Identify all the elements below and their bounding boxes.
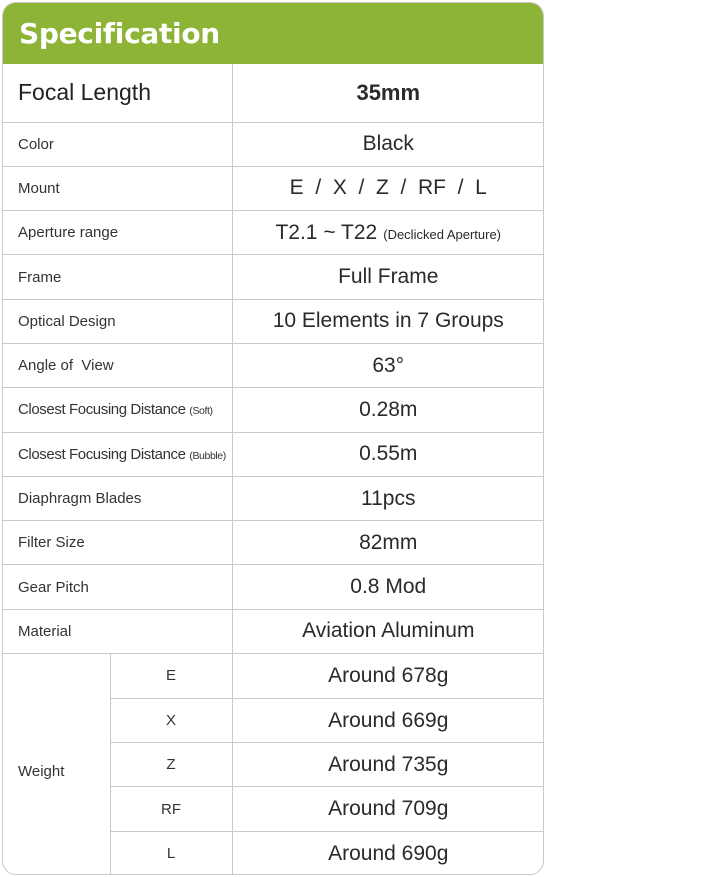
spec-value xyxy=(232,211,544,255)
spec-table xyxy=(3,64,544,875)
spec-value: 11pcs xyxy=(232,476,544,520)
aperture-range-value: T2.1 ~ T22 xyxy=(275,220,378,244)
closest-focus-label: Closest Focusing Distance xyxy=(18,401,186,419)
spec-value: E / X / Z / RF / L xyxy=(232,166,544,210)
spec-value: 35mm xyxy=(356,79,421,105)
spec-value: 0.55m xyxy=(232,432,544,476)
spec-title: Specification xyxy=(19,17,220,50)
weight-mount: E xyxy=(110,654,232,698)
spec-label: Color xyxy=(3,122,232,166)
spec-row-material xyxy=(3,609,544,653)
spec-row-optical-design xyxy=(3,299,544,343)
spec-label: Focal Length xyxy=(3,64,232,122)
spec-row-closest-focus-bubble xyxy=(3,432,544,476)
spec-header xyxy=(3,3,543,64)
spec-label: Frame xyxy=(3,255,232,299)
weight-row xyxy=(3,654,544,698)
spec-row-filter-size xyxy=(3,521,544,565)
spec-row-aperture xyxy=(3,211,544,255)
spec-value: 63° xyxy=(232,343,544,387)
weight-mount: RF xyxy=(110,787,232,831)
spec-value: 10 Elements in 7 Groups xyxy=(232,299,544,343)
weight-value: Around 735g xyxy=(232,743,544,787)
spec-label: Optical Design xyxy=(3,299,232,343)
closest-focus-note: (Bubble) xyxy=(189,449,226,462)
closest-focus-label: Closest Focusing Distance xyxy=(18,445,186,463)
spec-label xyxy=(3,388,232,432)
spec-row-focal-length xyxy=(3,64,544,122)
weight-value: Around 678g xyxy=(328,663,449,687)
weight-value: Around 690g xyxy=(232,831,544,875)
spec-row-gear-pitch xyxy=(3,565,544,609)
spec-label: Material xyxy=(3,609,232,653)
spec-label xyxy=(3,432,232,476)
weight-value: Around 669g xyxy=(232,698,544,742)
spec-label: Mount xyxy=(3,166,232,210)
spec-label: Filter Size xyxy=(3,521,232,565)
spec-value: 82mm xyxy=(232,521,544,565)
spec-row-color xyxy=(3,122,544,166)
closest-focus-note: (Soft) xyxy=(189,405,213,418)
spec-row-closest-focus-soft xyxy=(3,388,544,432)
spec-row-mount xyxy=(3,166,544,210)
spec-row-weight xyxy=(3,654,544,875)
spec-row-frame xyxy=(3,255,544,299)
spec-label: Aperture range xyxy=(3,211,232,255)
spec-card xyxy=(2,2,544,875)
spec-value: Aviation Aluminum xyxy=(232,609,544,653)
spec-value: Full Frame xyxy=(232,255,544,299)
spec-row-angle-of-view xyxy=(3,343,544,387)
spec-label: Gear Pitch xyxy=(3,565,232,609)
weight-value: Around 709g xyxy=(232,787,544,831)
spec-label: Diaphragm Blades xyxy=(3,476,232,520)
spec-value: 0.8 Mod xyxy=(232,565,544,609)
spec-label: Angle of View xyxy=(3,343,232,387)
spec-value: Black xyxy=(232,122,544,166)
weight-mount: X xyxy=(110,698,232,742)
spec-value: 0.28m xyxy=(232,388,544,432)
weight-table xyxy=(3,654,544,875)
spec-row-diaphragm-blades xyxy=(3,476,544,520)
aperture-note: (Declicked Aperture) xyxy=(383,226,502,242)
weight-mount: L xyxy=(110,831,232,875)
weight-mount: Z xyxy=(110,743,232,787)
weight-label: Weight xyxy=(3,654,110,875)
